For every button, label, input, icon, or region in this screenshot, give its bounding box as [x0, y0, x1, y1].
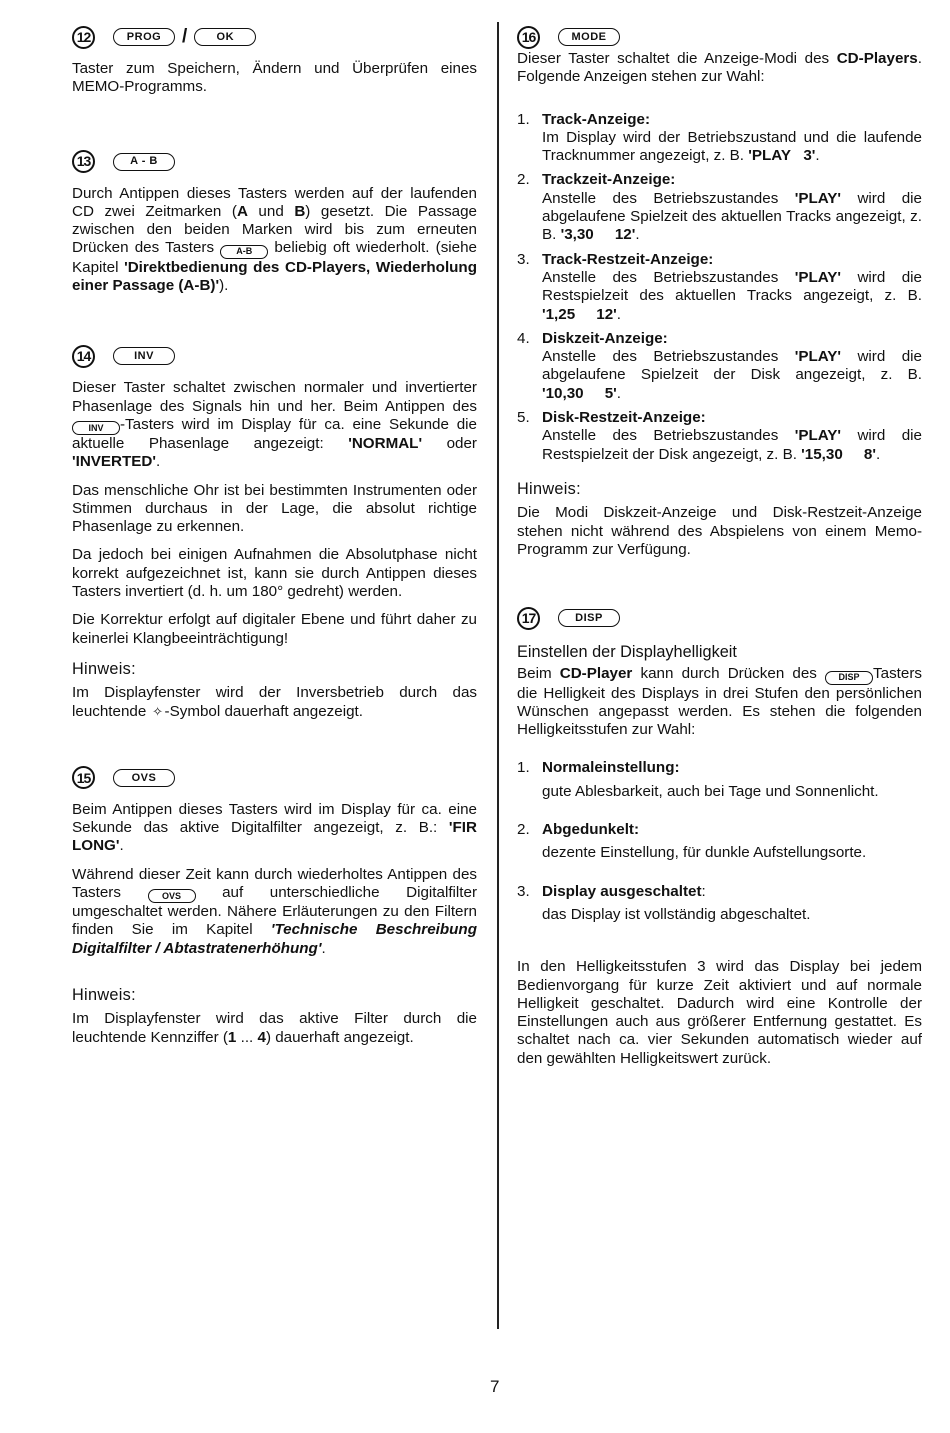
- text-run: Durch Antippen dieses Tasters werden auf der laufenden CD zwei Zeitmarken (: [72, 184, 477, 220]
- item-number: 2.: [517, 821, 530, 839]
- page-number: 7: [490, 1377, 500, 1396]
- inv-key-icon: INV: [113, 347, 175, 365]
- section-number: 16: [517, 26, 540, 49]
- item-number: 4.: [517, 329, 530, 347]
- text-run: .: [616, 384, 622, 402]
- text-run: Tasters die Helligkeit des Displays in drei Stufen den persönlichen Wünschen angepasst werden. Es stehen die folgenden Helligkeitsstufen zur Wahl:: [517, 665, 922, 739]
- section-12-text: Taster zum Speichern, Ändern und Überprüfen eines MEMO-Programms.: [72, 60, 477, 96]
- item-title: Normaleinstellung:: [542, 759, 680, 777]
- item-title: Display ausgeschaltet: [542, 882, 702, 900]
- text-run: Beim: [517, 665, 560, 683]
- item-title: Disk-Restzeit-Anzeige:: [542, 409, 706, 427]
- item-text: Anstelle des Betriebszustandes: [542, 268, 795, 286]
- text-run: Während dieser Zeit kann durch wiederholtes Antippen des Tasters: [72, 865, 477, 901]
- item-title: Track-Anzeige:: [542, 110, 651, 128]
- ok-key-icon: OK: [194, 28, 256, 46]
- fir-long-label: 'FIR LONG': [72, 819, 477, 855]
- text-run: Im Displayfenster wird das aktive Filter durch die leuchtende Kennziffer (: [72, 1010, 477, 1046]
- hint-heading: Hinweis:: [72, 986, 136, 1005]
- disp-key-icon: DISP: [558, 609, 620, 627]
- item-text: das Display ist vollständig abgeschaltet.: [542, 905, 811, 923]
- section-14-p2: Das menschliche Ohr ist bei bestimmten Instrumenten oder Stimmen durchaus in der Lage, die absolut richtige Phasenlage zu erkennen.: [72, 481, 477, 536]
- item-number: 1.: [517, 110, 530, 128]
- text-run: -Symbol dauerhaft angezeigt.: [164, 702, 363, 720]
- separator: /: [182, 25, 188, 47]
- right-column: [517, 22, 922, 1078]
- list-item: [517, 409, 922, 464]
- item-text: dezente Einstellung, für dunkle Aufstellungsorte.: [542, 844, 867, 862]
- section-17-p1: [517, 665, 922, 739]
- marker-b: B: [294, 202, 306, 220]
- disp-key-inline-icon: DISP: [825, 671, 873, 685]
- text-run: .: [616, 305, 622, 323]
- list-item: [517, 883, 922, 925]
- chapter-reference: 'Direktbedienung des CD-Players, Wiederholung einer Passage (A-B)': [72, 258, 477, 294]
- prog-key-icon: PROG: [113, 28, 175, 46]
- section-16-p1: [517, 50, 922, 87]
- text-run: Im Displayfenster wird der Inversbetrieb durch das leuchtende: [72, 684, 477, 720]
- text-run: Dieser Taster schaltet die Anzeige-Modi des: [517, 50, 837, 67]
- item-example: 'PLAY 3': [748, 147, 816, 165]
- section-number: 14: [72, 345, 95, 368]
- ovs-key-icon: OVS: [113, 769, 175, 787]
- section-number: 17: [517, 607, 540, 630]
- phase-symbol-icon: ✧: [152, 703, 163, 719]
- brightness-list: [517, 759, 922, 924]
- play-label: 'PLAY': [794, 427, 842, 445]
- section-14: [72, 341, 477, 721]
- text-run: .: [321, 939, 326, 957]
- item-title: Diskzeit-Anzeige:: [542, 329, 668, 347]
- item-title: Track-Restzeit-Anzeige:: [542, 250, 714, 268]
- list-item: [517, 759, 922, 801]
- item-text: wird die Restspielzeit des aktuellen Tracks angezeigt, z. B.: [542, 268, 922, 305]
- list-item: [517, 251, 922, 324]
- text-run: und: [247, 202, 295, 220]
- section-15-hint-text: [72, 1010, 477, 1047]
- text-run: beliebig oft wiederholt. (siehe Kapitel: [72, 239, 478, 276]
- section-13-header: [72, 147, 477, 177]
- item-number: 1.: [517, 759, 530, 777]
- play-label: 'PLAY': [794, 189, 842, 207]
- item-text: Im Display wird der Betriebszustand und die laufende Tracknummer angezeigt, z. B.: [542, 128, 922, 165]
- item-example: '10,30 5': [542, 384, 617, 402]
- item-title: Abgedunkelt:: [542, 821, 640, 839]
- text-run: ...: [236, 1028, 258, 1046]
- left-column: [72, 22, 477, 1057]
- text-run: Beim Antippen dieses Tasters wird im Display für ca. eine Sekunde das aktive Digitalfilter angezeigt, z. B.:: [72, 800, 477, 837]
- inverted-label: 'INVERTED': [72, 453, 157, 471]
- item-text: Anstelle des Betriebszustandes: [542, 189, 795, 207]
- text-run: oder: [422, 434, 477, 452]
- text-run: .: [119, 837, 124, 855]
- item-text: Anstelle des Betriebszustandes: [542, 427, 795, 445]
- text-run: ).: [219, 276, 229, 294]
- section-15-header: [72, 763, 477, 793]
- text-run: .: [815, 147, 820, 165]
- section-14-hint-text: [72, 684, 477, 721]
- text-run: Dieser Taster schaltet zwischen normaler und invertierter Phasenlage des Signals hin und her. Beim Antippen des: [72, 379, 477, 415]
- section-16-header: [517, 22, 922, 52]
- item-title: Trackzeit-Anzeige:: [542, 171, 676, 189]
- ab-key-icon: A - B: [113, 153, 175, 171]
- section-16-hint-text: Die Modi Diskzeit-Anzeige und Disk-Restzeit-Anzeige stehen nicht während des Abspielens von einem Memo-Programm zur Verfügung.: [517, 504, 922, 558]
- item-number: 2.: [517, 171, 530, 189]
- column-divider: [497, 22, 499, 1329]
- ab-key-inline-icon: A-B: [220, 245, 268, 259]
- item-example: '15,30 8': [801, 445, 876, 463]
- item-number: 3.: [517, 882, 530, 900]
- section-14-p3: Da jedoch bei einigen Aufnahmen die Absolutphase nicht korrekt aufgezeichnet ist, kann sie durch Antippen dieses Tasters invertiert (d. h. um 180° gedreht) werden.: [72, 546, 477, 601]
- section-12: [72, 22, 477, 97]
- text-run: kann durch Drücken des: [632, 665, 826, 683]
- cd-player-label: CD-Players: [836, 50, 918, 67]
- item-number: 5.: [517, 409, 530, 427]
- list-item: [517, 171, 922, 244]
- item-text: wird die abgelaufene Spielzeit der Disk angezeigt, z. B.: [542, 348, 922, 384]
- mode-key-icon: MODE: [558, 28, 620, 46]
- text-run: . Folgende Anzeigen stehen zur Wahl:: [517, 50, 922, 86]
- display-mode-list: [517, 111, 922, 464]
- play-label: 'PLAY': [794, 268, 842, 286]
- text-run: ) dauerhaft angezeigt.: [265, 1028, 414, 1046]
- list-item: [517, 821, 922, 863]
- text-run: :: [701, 882, 706, 900]
- digit-four: 4: [257, 1028, 266, 1046]
- inv-key-inline-icon: INV: [72, 421, 120, 435]
- section-14-p1: [72, 379, 477, 471]
- play-label: 'PLAY': [794, 348, 842, 366]
- item-text: wird die Restspielzeit der Disk angezeigt, z. B.: [542, 427, 922, 463]
- section-15: [72, 763, 477, 1047]
- text-run: .: [156, 453, 161, 471]
- section-17-header: [517, 603, 922, 633]
- section-17-p2: In den Helligkeitsstufen 3 wird das Display bei jedem Bedienvorgang für kurze Zeit aktiviert und auf normale Helligkeit geschaltet. Dadurch wird eine Kontrolle der Einstellungen auch aus größerer Entfernung gestattet. Es schaltet nach ca. vier Sekunden automatisch wieder auf den gewählten Helligkeitswert zurück.: [517, 958, 922, 1067]
- item-number: 3.: [517, 250, 530, 268]
- section-14-p4: Die Korrektur erfolgt auf digitaler Ebene und führt daher zu keinerlei Klangbeeinträchtigung!: [72, 611, 477, 647]
- hint-heading: Hinweis:: [517, 479, 581, 498]
- section-12-header: [72, 22, 477, 52]
- item-example: '1,25 12': [542, 305, 617, 323]
- section-15-p1: [72, 801, 477, 856]
- section-13: [72, 147, 477, 296]
- section-16: [517, 22, 922, 559]
- item-example: '3,30 12': [560, 226, 636, 244]
- item-text: wird die abgelaufene Spielzeit des aktuellen Tracks angezeigt, z. B.: [542, 189, 922, 244]
- hint-heading: Hinweis:: [72, 659, 136, 678]
- text-run: auf unterschiedliche Digitalfilter umgeschaltet werden. Nähere Erläuterungen zu den Filtern finden Sie im Kapitel: [72, 884, 478, 939]
- ovs-key-inline-icon: OVS: [148, 889, 196, 903]
- item-text: gute Ablesbarkeit, auch bei Tage und Sonnenlicht.: [542, 782, 879, 800]
- text-run: -Tasters wird im Display für ca. eine Sekunde die aktuelle Phasenlage angezeigt:: [72, 415, 477, 452]
- digit-one: 1: [227, 1028, 237, 1046]
- list-item: [517, 111, 922, 166]
- item-text: Anstelle des Betriebszustandes: [542, 348, 795, 366]
- marker-a: A: [236, 202, 248, 220]
- section-13-text: [72, 185, 477, 296]
- text-run: ) gesetzt. Die Passage zwischen den beiden Marken wird bis zum erneuten Drücken des Tasters: [72, 202, 478, 257]
- section-14-header: [72, 341, 477, 371]
- section-15-p2: [72, 866, 477, 958]
- text-run: .: [635, 226, 640, 244]
- cd-player-label: CD-Player: [559, 665, 633, 683]
- section-number: 12: [72, 26, 95, 49]
- section-number: 15: [72, 766, 95, 789]
- text-run: .: [875, 445, 881, 463]
- chapter-reference: 'Technische Beschreibung Digitalfilter / Abtastratenerhöhung': [72, 921, 477, 957]
- normal-label: 'NORMAL': [348, 434, 423, 452]
- section-17: [517, 603, 922, 1068]
- section-17-title: Einstellen der Displayhelligkeit: [517, 643, 737, 662]
- list-item: [517, 330, 922, 403]
- section-number: 13: [72, 150, 95, 173]
